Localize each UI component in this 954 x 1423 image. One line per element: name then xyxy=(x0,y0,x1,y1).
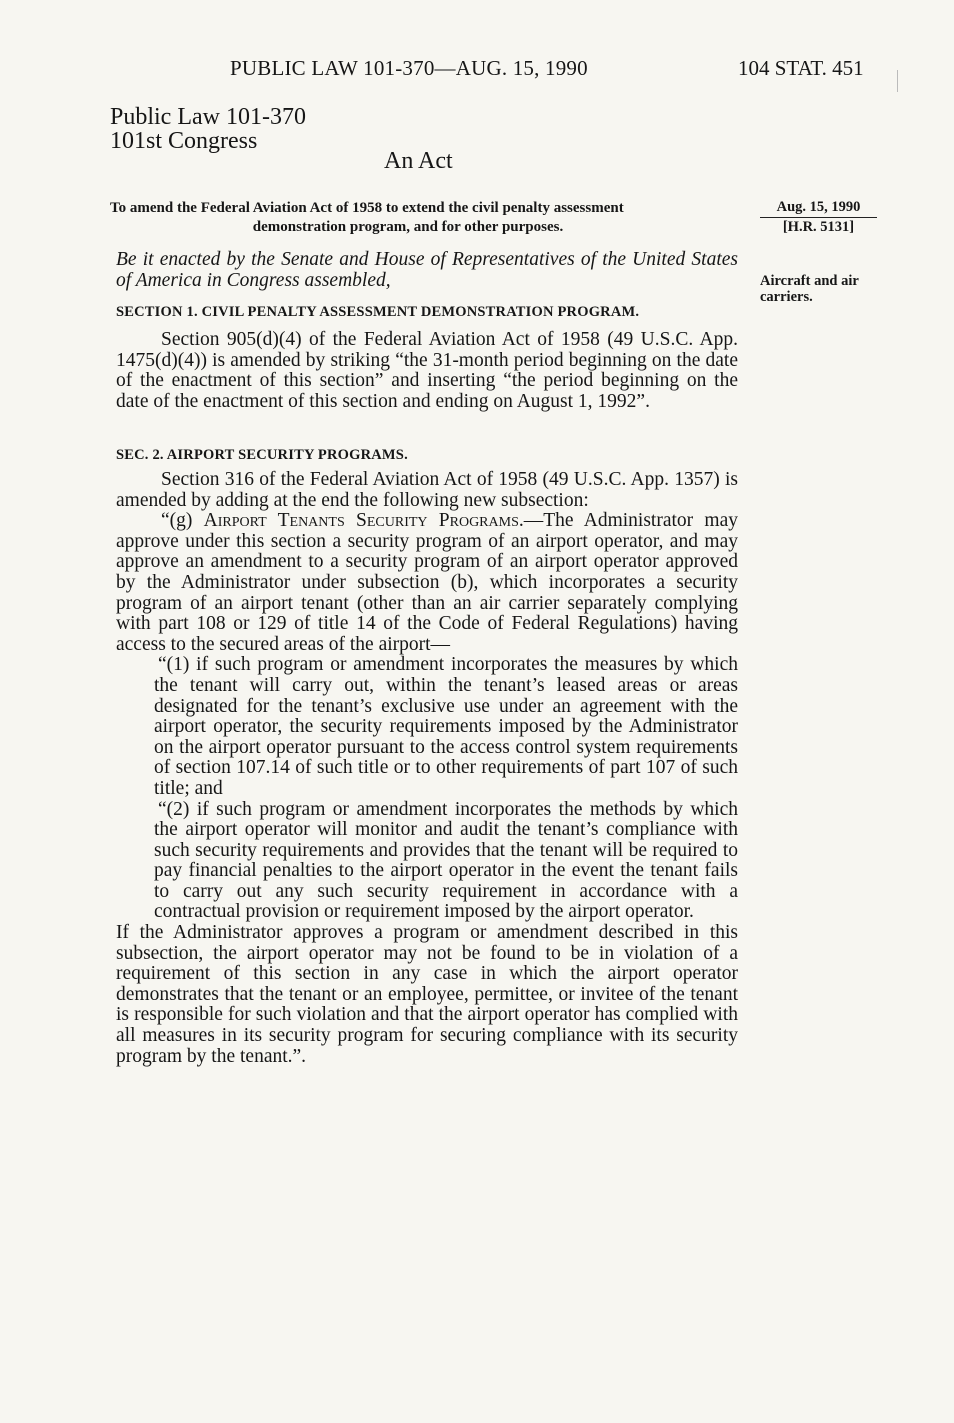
paragraph-1: “(1) if such program or amendment incorporates the measures by which the tenant will carry out, within the tenant’s leased areas or areas designated for the tenant’s exclusive use under an agreement with the airport operator, the security requirements imposed by the Administrator on the airport operator pursuant to the access control system requirements of section 107.14 of such title or to other requirements of part 107 of such title; and xyxy=(154,654,738,799)
paragraph-2: “(2) if such program or amendment incorporates the methods by which the airport operator will monitor and audit the tenant’s compliance with such security requirements and provides that the tenant will be required to pay financial penalties to the airport operator in the event the tenant fails to carry out any such security requirement in accordance with a contractual provision or requirement imposed by the airport operator. xyxy=(154,798,738,923)
section-2-intro: Section 316 of the Federal Aviation Act of 1958 (49 U.S.C. App. 1357) is amended by adding at the end the following new subsection: xyxy=(116,469,738,511)
margin-bill-note: [H.R. 5131] xyxy=(782,219,855,235)
purpose-clause xyxy=(110,199,746,237)
section-2-body xyxy=(116,470,738,1067)
running-head: PUBLIC LAW 101-370—AUG. 15, 1990 xyxy=(230,56,588,80)
enacting-clause: Be it enacted by the Senate and House of Representatives of the United States of America in Congress assembled, xyxy=(116,249,738,291)
margin-topic-note: Aircraft and air carriers. xyxy=(760,273,859,305)
congress-label: 101st Congress xyxy=(110,128,258,154)
subsection-g-title: Airport Tenants Security Programs. xyxy=(203,510,524,532)
section-1-text: Section 905(d)(4) of the Federal Aviation Act of 1958 (49 U.S.C. App. 1475(d)(4)) is amended by striking “the 31-month period beginning on the date of the enactment of this section” and inserting “the period beginning on the date of the enactment of this section and ending on August 1, 1992”. xyxy=(116,329,738,412)
public-law-number: Public Law 101-370 xyxy=(110,104,306,130)
margin-date-note: Aug. 15, 1990 xyxy=(760,199,877,218)
purpose-line-1: To amend the Federal Aviation Act of 1958 to extend the civil penalty assessment xyxy=(110,200,624,216)
section-1-heading: SECTION 1. CIVIL PENALTY ASSESSMENT DEMONSTRATION PROGRAM. xyxy=(116,304,640,320)
subsection-g-text: —The Administrator may approve under this section a security program of an airport operator, and may approve an amendment to a security program of an airport operator approved by the Administrator under subsection (b), which incorporates a security program of an airport tenant (other than an air carrier separately complying with part 108 or 129 of title 14 of the Code of Federal Regulations) having access to the secured areas of the airport— xyxy=(116,510,738,655)
subsection-g xyxy=(116,511,738,655)
section-1-body xyxy=(116,330,738,412)
closing-text: If the Administrator approves a program or amendment described in this subsection, the airport operator may not be found to be in violation of a requirement of this section in any case in which the airport operator demonstrates that the tenant or an employee, permittee, or invitee of the tenant is responsible for such violation and that the airport operator has complied with all measures in its security program for securing compliance with its security program by the tenant.”. xyxy=(116,922,738,1067)
subsection-g-open: “(g) xyxy=(161,510,193,532)
section-2-heading: SEC. 2. AIRPORT SECURITY PROGRAMS. xyxy=(116,447,408,463)
purpose-line-2: demonstration program, and for other purposes. xyxy=(252,219,564,235)
page-edge-mark xyxy=(897,70,898,92)
stat-page-reference: 104 STAT. 451 xyxy=(738,56,864,80)
act-heading: An Act xyxy=(384,148,453,174)
